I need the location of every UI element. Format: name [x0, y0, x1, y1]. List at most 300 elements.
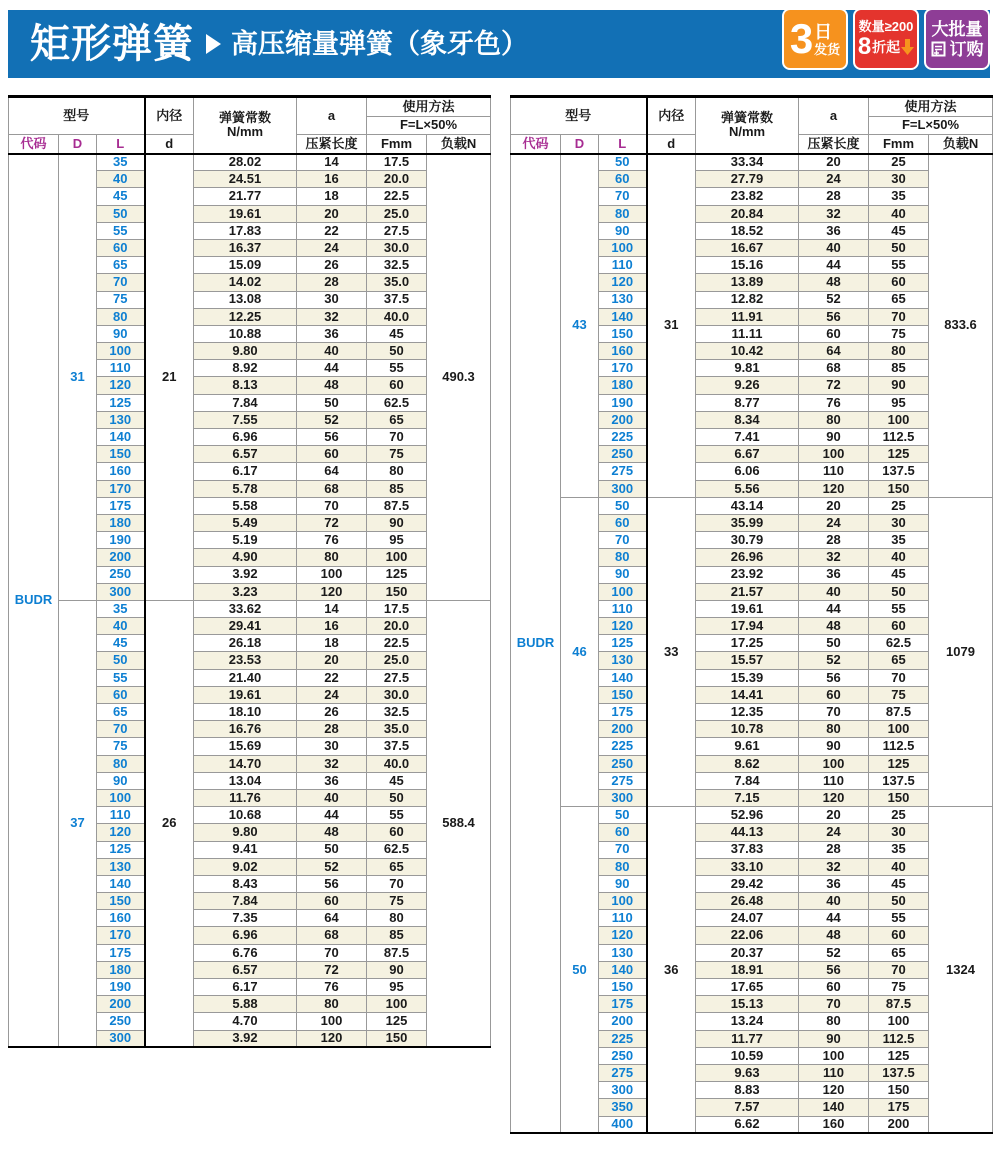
length-cell: 50 [599, 154, 647, 171]
fmm-cell: 137.5 [869, 772, 929, 789]
fmm-cell: 37.5 [367, 738, 427, 755]
fmm-cell: 95 [367, 979, 427, 996]
load-cell: 1079 [929, 497, 993, 806]
fmm-cell: 50 [869, 583, 929, 600]
fmm-cell: 30 [869, 514, 929, 531]
spring-constant-cell: 6.96 [194, 429, 297, 446]
fmm-cell: 100 [367, 996, 427, 1013]
fmm-cell: 65 [367, 411, 427, 428]
load-cell: 1324 [929, 807, 993, 1134]
compressed-length-cell: 140 [799, 1099, 869, 1116]
fmm-cell: 100 [869, 411, 929, 428]
compressed-length-cell: 18 [297, 188, 367, 205]
length-cell: 130 [599, 652, 647, 669]
compressed-length-cell: 70 [799, 996, 869, 1013]
length-cell: 170 [97, 927, 145, 944]
compressed-length-cell: 52 [799, 944, 869, 961]
length-cell: 80 [97, 308, 145, 325]
spring-constant-cell: 12.25 [194, 308, 297, 325]
compressed-length-cell: 56 [799, 308, 869, 325]
badge-discount-number: 8 [857, 32, 872, 60]
compressed-length-cell: 44 [297, 360, 367, 377]
spring-constant-cell: 11.91 [696, 308, 799, 325]
compressed-length-cell: 36 [297, 772, 367, 789]
length-cell: 60 [599, 514, 647, 531]
fmm-cell: 22.5 [367, 635, 427, 652]
fmm-cell: 65 [869, 944, 929, 961]
length-cell: 110 [97, 360, 145, 377]
spring-constant-cell: 35.99 [696, 514, 799, 531]
spec-table-right-body [511, 154, 993, 1134]
spring-constant-cell: 20.84 [696, 205, 799, 222]
fmm-cell: 75 [869, 686, 929, 703]
fmm-cell: 20.0 [367, 618, 427, 635]
spring-constant-cell: 9.61 [696, 738, 799, 755]
fmm-cell: 200 [869, 1116, 929, 1133]
spring-constant-cell: 33.62 [194, 600, 297, 617]
spring-constant-cell: 15.13 [696, 996, 799, 1013]
spring-constant-cell: 17.65 [696, 979, 799, 996]
length-cell: 60 [97, 239, 145, 256]
spring-constant-cell: 15.09 [194, 257, 297, 274]
spring-constant-cell: 10.42 [696, 343, 799, 360]
fmm-cell: 55 [367, 807, 427, 824]
fmm-cell: 150 [869, 480, 929, 497]
spring-constant-cell: 26.18 [194, 635, 297, 652]
compressed-length-cell: 68 [297, 927, 367, 944]
fmm-cell: 35 [869, 841, 929, 858]
compressed-length-cell: 60 [297, 893, 367, 910]
load-cell: 490.3 [427, 154, 491, 601]
fmm-cell: 112.5 [869, 1030, 929, 1047]
length-cell: 100 [599, 583, 647, 600]
header-loadN: 负载N [427, 135, 491, 154]
badge-bulk-order [924, 8, 990, 70]
compressed-length-cell: 22 [297, 669, 367, 686]
compressed-length-cell: 48 [297, 377, 367, 394]
length-cell: 70 [97, 721, 145, 738]
spring-constant-cell: 11.11 [696, 325, 799, 342]
length-cell: 55 [97, 222, 145, 239]
header-usage: 使用方法 [869, 97, 993, 117]
fmm-cell: 45 [367, 325, 427, 342]
length-cell: 275 [599, 463, 647, 480]
load-cell: 588.4 [427, 600, 491, 1047]
compressed-length-cell: 100 [799, 446, 869, 463]
fmm-cell: 70 [869, 308, 929, 325]
spring-constant-cell: 5.19 [194, 532, 297, 549]
spring-constant-cell: 4.90 [194, 549, 297, 566]
length-cell: 225 [599, 1030, 647, 1047]
spring-constant-cell: 26.96 [696, 549, 799, 566]
length-cell: 50 [97, 652, 145, 669]
inner-diameter-cell: 36 [647, 807, 696, 1134]
spring-constant-cell: 10.59 [696, 1047, 799, 1064]
fmm-cell: 90 [367, 514, 427, 531]
spring-constant-cell: 5.78 [194, 480, 297, 497]
compressed-length-cell: 14 [297, 600, 367, 617]
fmm-cell: 45 [367, 772, 427, 789]
fmm-cell: 55 [869, 257, 929, 274]
spring-constant-cell: 27.79 [696, 171, 799, 188]
compressed-length-cell: 44 [799, 600, 869, 617]
page-title: 矩形弹簧 [30, 22, 194, 66]
fmm-cell: 62.5 [367, 394, 427, 411]
spec-table-right [510, 95, 993, 1134]
fmm-cell: 25.0 [367, 652, 427, 669]
fmm-cell: 87.5 [869, 704, 929, 721]
fmm-cell: 60 [367, 824, 427, 841]
fmm-cell: 95 [869, 394, 929, 411]
header-L: L [599, 135, 647, 154]
spring-constant-cell: 8.83 [696, 1082, 799, 1099]
fmm-cell: 80 [869, 343, 929, 360]
spring-constant-cell: 7.84 [194, 893, 297, 910]
spec-table-left [8, 95, 491, 1048]
spring-constant-cell: 23.53 [194, 652, 297, 669]
length-cell: 400 [599, 1116, 647, 1133]
spring-constant-cell: 8.77 [696, 394, 799, 411]
compressed-length-cell: 24 [297, 239, 367, 256]
compressed-length-cell: 20 [799, 497, 869, 514]
spring-constant-cell: 22.06 [696, 927, 799, 944]
spring-constant-cell: 15.39 [696, 669, 799, 686]
code-cell: BUDR [511, 154, 561, 1134]
length-cell: 120 [97, 377, 145, 394]
compressed-length-cell: 18 [297, 635, 367, 652]
compressed-length-cell: 24 [799, 824, 869, 841]
fmm-cell: 87.5 [367, 497, 427, 514]
arrow-right-icon [206, 34, 221, 54]
fmm-cell: 40 [869, 858, 929, 875]
spring-constant-cell: 14.70 [194, 755, 297, 772]
spring-constant-cell: 15.57 [696, 652, 799, 669]
compressed-length-cell: 36 [799, 222, 869, 239]
length-cell: 190 [97, 979, 145, 996]
fmm-cell: 45 [869, 222, 929, 239]
length-cell: 90 [599, 222, 647, 239]
spring-constant-cell: 29.41 [194, 618, 297, 635]
length-cell: 75 [97, 738, 145, 755]
length-cell: 150 [599, 325, 647, 342]
length-cell: 90 [97, 325, 145, 342]
inner-diameter-cell: 33 [647, 497, 696, 806]
code-cell: BUDR [9, 154, 59, 1048]
spring-constant-cell: 33.10 [696, 858, 799, 875]
compressed-length-cell: 28 [297, 274, 367, 291]
header-code: 代码 [511, 135, 561, 154]
spring-constant-cell: 6.17 [194, 979, 297, 996]
compressed-length-cell: 20 [297, 652, 367, 669]
length-cell: 100 [97, 789, 145, 806]
length-cell: 170 [599, 360, 647, 377]
fmm-cell: 70 [367, 875, 427, 892]
compressed-length-cell: 50 [297, 841, 367, 858]
fmm-cell: 27.5 [367, 222, 427, 239]
fmm-cell: 30.0 [367, 239, 427, 256]
fmm-cell: 55 [869, 600, 929, 617]
compressed-length-cell: 16 [297, 618, 367, 635]
length-cell: 70 [97, 274, 145, 291]
length-cell: 150 [97, 893, 145, 910]
compressed-length-cell: 90 [799, 738, 869, 755]
compressed-length-cell: 28 [799, 841, 869, 858]
length-cell: 60 [599, 824, 647, 841]
compressed-length-cell: 68 [799, 360, 869, 377]
compressed-length-cell: 120 [297, 583, 367, 600]
length-cell: 175 [599, 704, 647, 721]
fmm-cell: 75 [869, 979, 929, 996]
length-cell: 275 [599, 1064, 647, 1081]
spring-constant-cell: 7.15 [696, 789, 799, 806]
length-cell: 160 [599, 343, 647, 360]
fmm-cell: 137.5 [869, 1064, 929, 1081]
header-spring-constant-line2: N/mm [728, 124, 766, 140]
length-cell: 200 [599, 411, 647, 428]
length-cell: 275 [599, 772, 647, 789]
fmm-cell: 85 [367, 480, 427, 497]
length-cell: 250 [599, 1047, 647, 1064]
fmm-cell: 50 [869, 893, 929, 910]
fmm-cell: 112.5 [869, 738, 929, 755]
length-cell: 150 [97, 446, 145, 463]
length-cell: 130 [97, 411, 145, 428]
compressed-length-cell: 40 [799, 583, 869, 600]
compressed-length-cell: 48 [799, 274, 869, 291]
spring-constant-cell: 28.02 [194, 154, 297, 171]
outer-diameter-cell: 31 [59, 154, 97, 601]
length-cell: 45 [97, 635, 145, 652]
fmm-cell: 70 [869, 961, 929, 978]
spring-constant-cell: 13.24 [696, 1013, 799, 1030]
fmm-cell: 150 [869, 789, 929, 806]
compressed-length-cell: 36 [297, 325, 367, 342]
length-cell: 140 [599, 308, 647, 325]
compressed-length-cell: 24 [799, 514, 869, 531]
compressed-length-cell: 72 [297, 961, 367, 978]
spring-constant-cell: 10.78 [696, 721, 799, 738]
compressed-length-cell: 60 [799, 979, 869, 996]
spring-constant-cell: 7.55 [194, 411, 297, 428]
fmm-cell: 40 [869, 205, 929, 222]
fmm-cell: 27.5 [367, 669, 427, 686]
fmm-cell: 62.5 [869, 635, 929, 652]
compressed-length-cell: 80 [297, 996, 367, 1013]
fmm-cell: 40 [869, 549, 929, 566]
compressed-length-cell: 110 [799, 1064, 869, 1081]
table-row [9, 600, 491, 617]
spring-constant-cell: 19.61 [696, 600, 799, 617]
fmm-cell: 35.0 [367, 274, 427, 291]
fmm-cell: 150 [367, 1030, 427, 1047]
spring-constant-cell: 9.63 [696, 1064, 799, 1081]
spring-constant-cell: 18.91 [696, 961, 799, 978]
length-cell: 150 [599, 686, 647, 703]
compressed-length-cell: 28 [297, 721, 367, 738]
spring-constant-cell: 26.48 [696, 893, 799, 910]
fmm-cell: 50 [869, 239, 929, 256]
length-cell: 90 [599, 875, 647, 892]
header-spring-constant-line1: 弹簧常数 [720, 109, 773, 125]
spring-constant-cell: 7.41 [696, 429, 799, 446]
compressed-length-cell: 28 [799, 188, 869, 205]
spring-constant-cell: 5.56 [696, 480, 799, 497]
header-model: 型号 [9, 97, 145, 135]
spring-constant-cell: 6.57 [194, 961, 297, 978]
fmm-cell: 25 [869, 154, 929, 171]
inner-diameter-cell: 26 [145, 600, 194, 1047]
compressed-length-cell: 40 [297, 343, 367, 360]
outer-diameter-cell: 43 [561, 154, 599, 498]
spring-constant-cell: 3.92 [194, 1030, 297, 1047]
fmm-cell: 50 [367, 789, 427, 806]
spring-constant-cell: 7.35 [194, 910, 297, 927]
compressed-length-cell: 110 [799, 772, 869, 789]
length-cell: 180 [97, 514, 145, 531]
compressed-length-cell: 120 [297, 1030, 367, 1047]
spring-constant-cell: 24.07 [696, 910, 799, 927]
length-cell: 120 [599, 274, 647, 291]
spring-constant-cell: 12.35 [696, 704, 799, 721]
compressed-length-cell: 44 [799, 257, 869, 274]
badge-order-text: 订购 [949, 39, 984, 59]
header-loadN: 负载N [929, 135, 993, 154]
compressed-length-cell: 76 [799, 394, 869, 411]
length-cell: 100 [97, 343, 145, 360]
spring-constant-cell: 6.62 [696, 1116, 799, 1133]
spring-constant-cell: 16.76 [194, 721, 297, 738]
length-cell: 60 [599, 171, 647, 188]
length-cell: 140 [97, 429, 145, 446]
spring-constant-cell: 4.70 [194, 1013, 297, 1030]
spring-constant-cell: 8.13 [194, 377, 297, 394]
spring-constant-cell: 23.92 [696, 566, 799, 583]
length-cell: 120 [599, 927, 647, 944]
length-cell: 130 [599, 944, 647, 961]
spring-constant-cell: 5.49 [194, 514, 297, 531]
spring-constant-cell: 11.77 [696, 1030, 799, 1047]
length-cell: 175 [97, 944, 145, 961]
badge-3day-number: 3 [789, 15, 814, 62]
spring-constant-cell: 19.61 [194, 205, 297, 222]
length-cell: 300 [97, 1030, 145, 1047]
page-subtitle: 高压缩量弹簧（象牙色） [231, 28, 528, 59]
spring-constant-cell: 13.04 [194, 772, 297, 789]
spring-constant-cell: 44.13 [696, 824, 799, 841]
compressed-length-cell: 80 [799, 721, 869, 738]
header-compressed-length: 压紧长度 [297, 135, 367, 154]
length-cell: 180 [97, 961, 145, 978]
compressed-length-cell: 26 [297, 257, 367, 274]
length-cell: 200 [97, 996, 145, 1013]
compressed-length-cell: 28 [799, 532, 869, 549]
compressed-length-cell: 90 [799, 429, 869, 446]
badge-3day-day: 日 [814, 21, 833, 42]
length-cell: 140 [97, 875, 145, 892]
table-row [9, 154, 491, 171]
compressed-length-cell: 44 [297, 807, 367, 824]
header-compressed-length: 压紧长度 [799, 135, 869, 154]
length-cell: 300 [599, 480, 647, 497]
header-inner-diameter: 内径 [145, 97, 194, 135]
fmm-cell: 75 [869, 325, 929, 342]
compressed-length-cell: 68 [297, 480, 367, 497]
length-cell: 200 [97, 549, 145, 566]
fmm-cell: 125 [869, 1047, 929, 1064]
inner-diameter-cell: 31 [647, 154, 696, 498]
length-cell: 65 [97, 257, 145, 274]
compressed-length-cell: 80 [297, 549, 367, 566]
spring-constant-cell: 6.67 [696, 446, 799, 463]
compressed-length-cell: 80 [799, 1013, 869, 1030]
compressed-length-cell: 52 [799, 652, 869, 669]
length-cell: 80 [599, 858, 647, 875]
compressed-length-cell: 72 [297, 514, 367, 531]
fmm-cell: 35 [869, 532, 929, 549]
spring-constant-cell: 17.25 [696, 635, 799, 652]
length-cell: 225 [599, 738, 647, 755]
length-cell: 110 [599, 600, 647, 617]
length-cell: 190 [97, 532, 145, 549]
fmm-cell: 75 [367, 893, 427, 910]
spring-constant-cell: 13.08 [194, 291, 297, 308]
length-cell: 80 [97, 755, 145, 772]
outer-diameter-cell: 50 [561, 807, 599, 1134]
fmm-cell: 30.0 [367, 686, 427, 703]
compressed-length-cell: 24 [297, 686, 367, 703]
compressed-length-cell: 80 [799, 411, 869, 428]
length-cell: 300 [599, 1082, 647, 1099]
fmm-cell: 125 [367, 566, 427, 583]
length-cell: 120 [97, 824, 145, 841]
badge-3day-ship: 发货 [814, 41, 841, 57]
length-cell: 225 [599, 429, 647, 446]
fmm-cell: 87.5 [367, 944, 427, 961]
spring-constant-cell: 8.62 [696, 755, 799, 772]
compressed-length-cell: 52 [799, 291, 869, 308]
spring-constant-cell: 7.84 [194, 394, 297, 411]
fmm-cell: 175 [869, 1099, 929, 1116]
length-cell: 80 [599, 205, 647, 222]
outer-diameter-cell: 46 [561, 497, 599, 806]
spring-constant-cell: 9.02 [194, 858, 297, 875]
fmm-cell: 25 [869, 807, 929, 824]
length-cell: 130 [599, 291, 647, 308]
spring-constant-cell: 18.52 [696, 222, 799, 239]
spring-constant-cell: 12.82 [696, 291, 799, 308]
length-cell: 175 [97, 497, 145, 514]
length-cell: 300 [599, 789, 647, 806]
spring-constant-cell: 9.80 [194, 343, 297, 360]
fmm-cell: 25 [869, 497, 929, 514]
spring-constant-cell: 15.69 [194, 738, 297, 755]
compressed-length-cell: 22 [297, 222, 367, 239]
compressed-length-cell: 50 [297, 394, 367, 411]
length-cell: 70 [599, 532, 647, 549]
fmm-cell: 55 [367, 360, 427, 377]
length-cell: 125 [97, 394, 145, 411]
length-cell: 45 [97, 188, 145, 205]
header-a: a [297, 97, 367, 135]
compressed-length-cell: 70 [799, 704, 869, 721]
badge-discount-condition: 数量≥200 [858, 18, 914, 34]
fmm-cell: 32.5 [367, 257, 427, 274]
fmm-cell: 35 [869, 188, 929, 205]
fmm-cell: 125 [869, 446, 929, 463]
compressed-length-cell: 100 [297, 1013, 367, 1030]
fmm-cell: 22.5 [367, 188, 427, 205]
spring-constant-cell: 10.88 [194, 325, 297, 342]
